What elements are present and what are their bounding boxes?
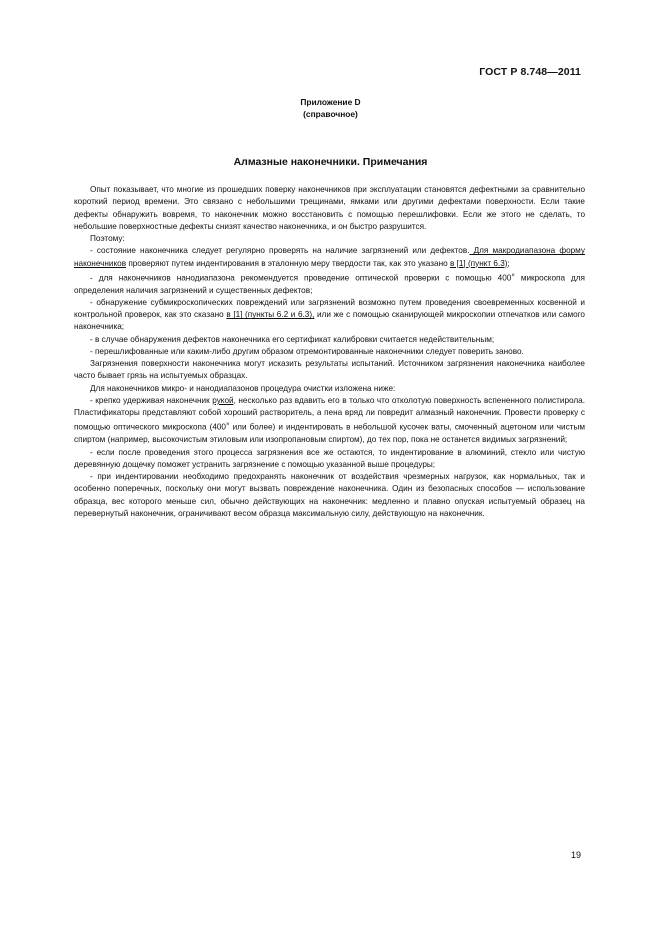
paragraph-text: - перешлифованные или каким-либо другим образом отремонтированные наконечники следует поверить заново. (90, 346, 524, 356)
underlined-text: Для макродиапазона форму наконечников (74, 246, 585, 268)
paragraph (74, 245, 585, 270)
paragraph (74, 395, 585, 447)
paragraph (74, 358, 585, 383)
paragraph-text: - в случае обнаружения дефектов наконечника его сертификат калибровки считается недействительным; (90, 334, 495, 344)
paragraph (74, 334, 585, 346)
appendix-heading (0, 96, 661, 120)
superscript-text: × (225, 422, 230, 429)
paragraph (74, 297, 585, 334)
underlined-text: рукой (212, 395, 234, 405)
standard-code-header: ГОСТ Р 8.748—2011 (479, 66, 581, 78)
paragraph (74, 471, 585, 520)
paragraph-text: или более) и индентировать в небольшой кусочек ваты, смоченный ацетоном или чистым спиртом (например, высокочистым этиловым или изопропановым спиртом), до тех пор, пока не останется видимых загрязнений; (74, 423, 585, 445)
paragraph-text: - при индентировании необходимо предохранять наконечник от воздействия чрезмерных нагрузок, как нормальных, так и особенно поперечных, поскольку они могут вызвать повреждение наконечника. Один из безопасных способов — использование образца, вес которого меньше сил, обычно действующих на наконечник: медленно и плавно опуская испытуемый образец на перевернутый наконечник, ограничивают весом образца максимальную силу, действующую на наконечник. (74, 472, 585, 518)
paragraph-text: Поэтому: (90, 234, 125, 243)
paragraph (74, 184, 585, 233)
paragraph (74, 447, 585, 472)
paragraph-text: Загрязнения поверхности наконечника могут исказить результаты испытаний. Источником загрязнения наконечника наиболее часто бывает грязь на испытуемых образцах. (74, 359, 585, 381)
paragraph-text: Для наконечников микро- и нанодиапазонов процедура очистки изложена ниже: (90, 383, 396, 393)
paragraph (74, 346, 585, 358)
paragraph-text: - состояние наконечника следует регулярно проверять на наличие загрязнений или дефектов. (90, 246, 470, 256)
appendix-label: Приложение D (300, 97, 361, 107)
paragraph-text: , несколько раз вдавить его в только что отколотую поверхность вспененного полистирола. Пластификаторы представляют собой хороший растворитель, а пена вряд ли повредит алмазный наконечник. Провести проверку с помощью оптического микроскопа (400 (74, 395, 585, 433)
paragraph-text: проверяют путем индентирования в эталонную меру твердости так, как это указано (126, 258, 450, 268)
paragraph (74, 233, 585, 245)
paragraph-text: или же с помощью сканирующей микроскопии отпечатков или самого наконечника; (74, 310, 585, 332)
paragraph (74, 270, 585, 297)
paragraph (74, 383, 585, 395)
page-number: 19 (570, 850, 581, 860)
underlined-text: в [1] (пункт 6.3); (449, 258, 510, 268)
underlined-text: в [1] (пункты 6.2 и 6.3), (226, 310, 315, 320)
paragraph-text: - если после проведения этого процесса загрязнения все же остаются, то индентирование в алюминий, стекло или чистую деревянную дощечку поможет устранить загрязнение с помощью указанной выше процедуры; (74, 447, 585, 469)
paragraph-text: Опыт показывает, что многие из прошедших поверку наконечников при эксплуатации становятся дефектными за сравнительно короткий период времени. Это связано с небольшими трещинами, ямками или другими дефектами поверхности. Если такие дефекты обнаружить вовремя, то наконечник можно восстановить с помощью перешлифовки. Если же этого не сделать, то небольшие поверхностные дефекты снизят качество наконечника, и он быстро разрушится. (74, 185, 585, 231)
body-text (74, 184, 585, 520)
superscript-text: × (511, 272, 515, 279)
appendix-type: (справочное) (303, 109, 358, 119)
section-title: Алмазные наконечники. Примечания (233, 156, 428, 168)
paragraph-text: - для наконечников нанодиапазона рекомендуется проведение оптической проверки с помощью 400 (90, 273, 512, 283)
paragraph-text: - обнаружение субмикроскопических повреждений или загрязнений возможно путем проведения своевременных косвенной и контрольной проверок, как это сказано (74, 297, 585, 320)
paragraph-text: - крепко удерживая наконечник (90, 395, 213, 405)
paragraph-text: микроскопа для определения наличия загрязнений и существенных дефектов; (74, 273, 585, 295)
